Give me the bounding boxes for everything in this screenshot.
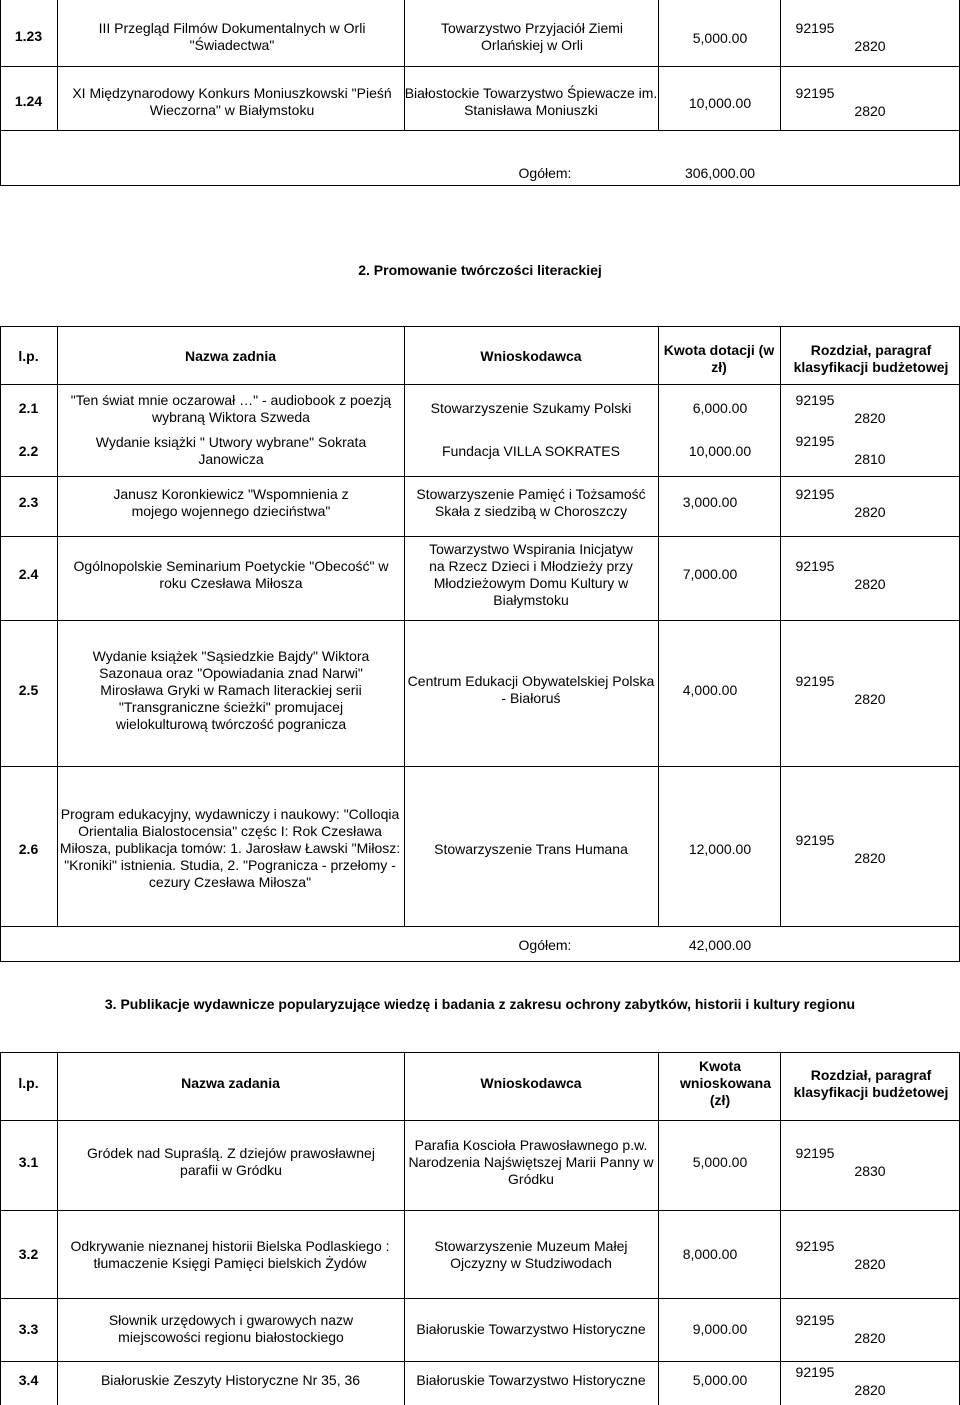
row-amount: 5,000.00 — [692, 1154, 748, 1170]
row-code2: 2820 — [854, 691, 886, 707]
header-amount: Kwota dotacji (w zł) — [663, 342, 775, 375]
row-amount: 5,000.00 — [692, 30, 748, 46]
row-code1: 92195 — [795, 558, 835, 574]
row-lp: 3.2 — [18, 1246, 39, 1262]
row-amount: 12,000.00 — [688, 841, 752, 857]
row-applicant: Białostockie Towarzystwo Śpiewacze im. Stanisława Moniuszki — [404, 85, 658, 118]
row-code2: 2820 — [854, 1256, 886, 1272]
header-lp: l.p. — [18, 1075, 39, 1091]
row-applicant: Towarzystwo Przyjaciół Ziemi Orlańskiej w Orli — [440, 20, 624, 53]
row-code2: 2810 — [854, 451, 886, 467]
row-code1: 92195 — [795, 673, 835, 689]
row-code2: 2820 — [854, 1382, 886, 1398]
row-applicant: Białoruskie Towarzystwo Historyczne — [416, 1372, 646, 1388]
total-value: 306,000.00 — [684, 165, 756, 181]
row-applicant: Stowarzyszenie Trans Humana — [434, 841, 628, 857]
row-amount: 7,000.00 — [682, 566, 738, 582]
header-name: Nazwa zadnia — [184, 348, 277, 364]
row-applicant: Centrum Edukacji Obywatelskiej Polska - Białoruś — [407, 673, 655, 706]
row-code2: 2820 — [854, 850, 886, 866]
row-applicant: Białoruskie Towarzystwo Historyczne — [416, 1321, 646, 1337]
row-lp: 2.5 — [18, 682, 39, 698]
row-code1: 92195 — [795, 433, 835, 449]
row-amount: 3,000.00 — [682, 494, 738, 510]
row-name: Słownik urzędowych i gwarowych nazw miejscowości regionu białostockiego — [108, 1312, 354, 1345]
header-lp: l.p. — [18, 348, 39, 364]
row-amount: 4,000.00 — [682, 682, 738, 698]
header-class: Rozdział, paragraf klasyfikacji budżetowej — [793, 342, 949, 375]
row-code1: 92195 — [795, 1312, 835, 1328]
row-name: III Przegląd Filmów Dokumentalnych w Orli "Świadectwa" — [98, 20, 366, 53]
row-code2: 2830 — [854, 1163, 886, 1179]
row-code2: 2820 — [854, 38, 886, 54]
row-name: "Ten świat mnie oczarował …" - audiobook z poezją wybraną Wiktora Szweda — [70, 392, 392, 425]
row-amount: 10,000.00 — [688, 95, 752, 111]
row-code2: 2820 — [854, 1330, 886, 1346]
row-code2: 2820 — [854, 576, 886, 592]
row-code1: 92195 — [795, 20, 835, 36]
row-name: Ogólnopolskie Seminarium Poetyckie "Obecość" w roku Czesława Miłosza — [73, 558, 389, 591]
total-label: Ogółem: — [518, 937, 572, 953]
row-lp: 1.23 — [14, 28, 43, 44]
row-name: Odkrywanie nieznanej historii Bielska Podlaskiego : tłumaczenie Księgi Pamięci bielskich Żydów — [70, 1238, 390, 1271]
row-lp: 2.6 — [18, 841, 39, 857]
row-applicant: Stowarzyszenie Muzeum Małej Ojczyzny w Studziwodach — [434, 1238, 628, 1271]
row-amount: 5,000.00 — [692, 1372, 748, 1388]
section3-table — [0, 1052, 960, 1405]
row-applicant: Stowarzyszenie Pamięć i Tożsamość Skała z siedzibą w Choroszczy — [416, 486, 646, 519]
row-applicant: Towarzystwo Wspirania Inicjatyw na Rzecz Dzieci i Młodzieży przy Młodzieżowym Domu Kultury w Białymstoku — [429, 541, 633, 608]
header-applicant: Wnioskodawca — [480, 348, 582, 364]
row-code1: 92195 — [795, 1238, 835, 1254]
row-name: Janusz Koronkiewicz "Wspomnienia z mojego wojennego dzieciństwa" — [113, 486, 349, 519]
header-applicant: Wnioskodawca — [480, 1075, 582, 1091]
row-applicant: Fundacja VILLA SOKRATES — [442, 443, 620, 459]
row-amount: 6,000.00 — [692, 400, 748, 416]
row-code2: 2820 — [854, 103, 886, 119]
row-name: Gródek nad Supraślą. Z dziejów prawosławnej parafii w Gródku — [87, 1145, 375, 1178]
row-applicant: Stowarzyszenie Szukamy Polski — [430, 400, 632, 416]
row-lp: 3.1 — [18, 1154, 39, 1170]
row-code1: 92195 — [795, 486, 835, 502]
total-label: Ogółem: — [518, 165, 572, 181]
row-name: Wydanie książek "Sąsiedzkie Bajdy" Wiktora Sazonaua oraz "Opowiadania znad Narwi" Mirosława Gryki w Ramach literackiej serii "Transgraniczne ścieżki" promujacej wielokulturową twórczość pogranicza — [92, 648, 370, 732]
row-code2: 2820 — [854, 410, 886, 426]
row-lp: 3.3 — [18, 1321, 39, 1337]
row-name: Wydanie książki " Utwory wybrane" Sokrata Janowicza — [95, 434, 367, 467]
row-name: Białoruskie Zeszyty Historyczne Nr 35, 36 — [100, 1372, 361, 1388]
header-class: Rozdział, paragraf klasyfikacji budżetowej — [793, 1067, 949, 1100]
row-code1: 92195 — [795, 1145, 835, 1161]
row-lp: 3.4 — [18, 1372, 39, 1388]
row-lp: 2.4 — [18, 566, 39, 582]
row-code1: 92195 — [795, 85, 835, 101]
row-applicant: Parafia Koscioła Prawosławnego p.w. Narodzenia Najświętszej Marii Panny w Gródku — [408, 1137, 654, 1187]
row-amount: 8,000.00 — [682, 1246, 738, 1262]
row-name: Program edukacyjny, wydawniczy i naukowy: "Colloqia Orientalia Bialostocensia" częśc I: Rok Czesława Miłosza, publikacja tomów: 1. Jarosław Ławski "Miłosz: "Kroniki" istnienia. Studia, 2. "Pogranicza - przełomy - cezury Czesława Miłosza" — [59, 806, 401, 890]
row-code2: 2820 — [854, 504, 886, 520]
row-code1: 92195 — [795, 832, 835, 848]
header-name: Nazwa zadania — [181, 1075, 280, 1091]
section-title: 3. Publikacje wydawnicze popularyzujące wiedzę i badania z zakresu ochrony zabytków, historii i kultury regionu — [104, 996, 856, 1012]
row-code1: 92195 — [795, 1364, 835, 1380]
header-amount: Kwota wnioskowana (zł) — [680, 1058, 772, 1108]
row-lp: 2.3 — [18, 494, 39, 510]
row-amount: 10,000.00 — [688, 443, 752, 459]
total-value: 42,000.00 — [688, 937, 752, 953]
row-amount: 9,000.00 — [692, 1321, 748, 1337]
row-lp: 1.24 — [14, 93, 43, 109]
row-lp: 2.2 — [18, 443, 39, 459]
row-lp: 2.1 — [18, 400, 39, 416]
section-title: 2. Promowanie twórczości literackiej — [358, 262, 602, 278]
row-name: XI Międzynarodowy Konkurs Moniuszkowski "Pieśń Wieczorna" w Białymstoku — [72, 85, 392, 118]
row-code1: 92195 — [795, 392, 835, 408]
